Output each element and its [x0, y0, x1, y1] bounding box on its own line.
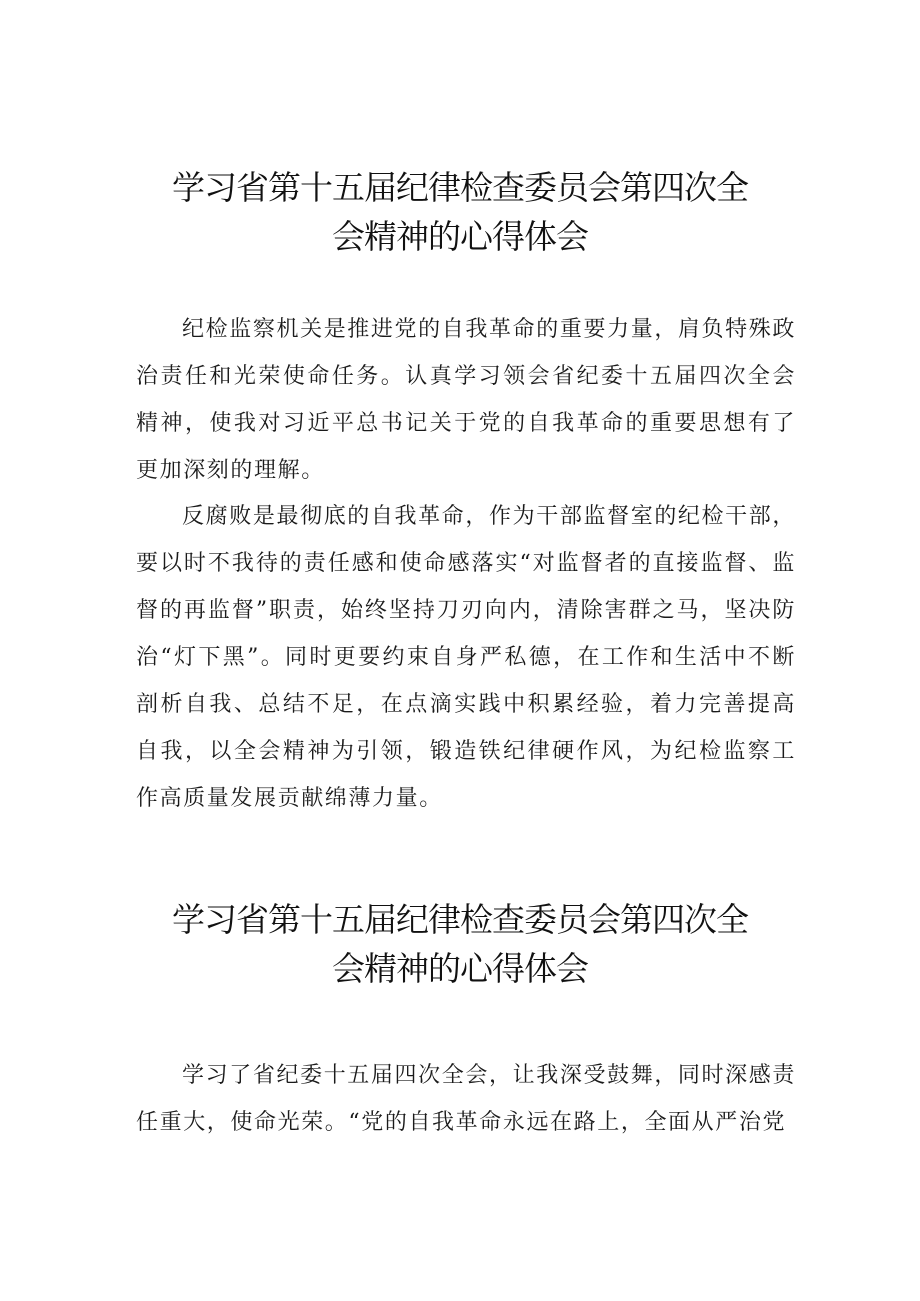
- body-paragraph: 纪检监察机关是推进党的自我革命的重要力量，肩负特殊政治责任和光荣使命任务。认真学习领会省纪委十五届四次全会精神，使我对习近平总书记关于党的自我革命的重要思想有了更加深刻的理解。: [136, 317, 796, 483]
- article-title-line: 会精神的心得体会: [332, 949, 588, 988]
- article-title: [0, 895, 920, 993]
- article-title-line: 学习省第十五届纪律检查委员会第四次全: [172, 168, 748, 207]
- article-title-line: 学习省第十五届纪律检查委员会第四次全: [172, 900, 748, 939]
- body-paragraph: 反腐败是最彻底的自我革命，作为干部监督室的纪检干部，要以时不我待的责任感和使命感落实“对监督者的直接监督、监督的再监督”职责，始终坚持刀刃向内，清除害群之马，坚决防治“灯下黑”。同时更要约束自身严私德，在工作和生活中不断剖析自我、总结不足，在点滴实践中积累经验，着力完善提高自我，以全会精神为引领，锻造铁纪律硬作风，为纪检监察工作高质量发展贡献绵薄力量。: [136, 504, 796, 811]
- body-paragraph: 学习了省纪委十五届四次全会，让我深受鼓舞，同时深感责任重大，使命光荣。“党的自我革命永远在路上，全面从严治党: [136, 1063, 796, 1135]
- article-title: [0, 163, 920, 261]
- article-title-line: 会精神的心得体会: [332, 217, 588, 256]
